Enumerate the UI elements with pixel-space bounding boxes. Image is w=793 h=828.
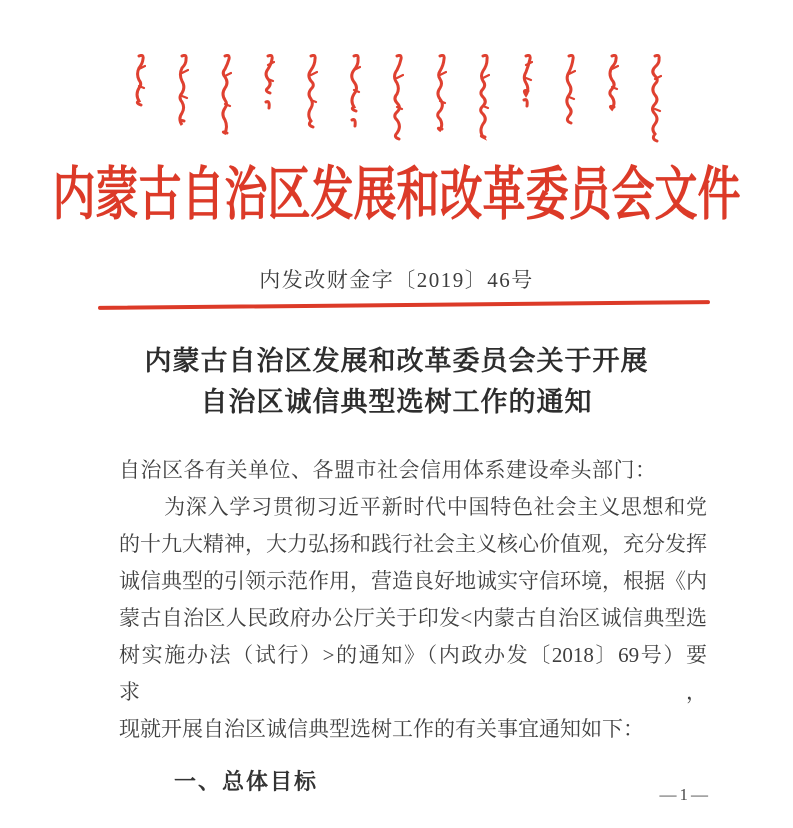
mongolian-word-glyph — [132, 54, 146, 110]
banner-title-text: 内蒙古自治区发展和改革委员会文件 — [52, 163, 741, 228]
mongolian-word-glyph — [218, 54, 232, 138]
body-line: 蒙古自治区人民政府办公厅关于印发<内蒙古自治区诚信典型选 — [119, 606, 707, 630]
mongolian-word-glyph — [562, 54, 576, 128]
paragraph — [119, 489, 707, 748]
red-divider-rule — [98, 300, 710, 310]
mongolian-script-header — [0, 54, 793, 146]
body-line: 为深入学习贯彻习近平新时代中国特色社会主义思想和党 — [164, 495, 707, 519]
mongolian-word-glyph — [605, 54, 619, 112]
document-title-line2: 自治区诚信典型选树工作的通知 — [200, 387, 593, 417]
issuing-authority-banner — [0, 149, 793, 228]
mongolian-word-glyph — [261, 54, 275, 112]
mongolian-word-glyph — [519, 54, 533, 110]
mongolian-word-glyph — [304, 54, 318, 132]
section-heading: 一、总体目标 — [174, 769, 319, 794]
mongolian-word-glyph — [648, 54, 662, 146]
mongolian-word-glyph — [347, 54, 361, 130]
body-line: 树实施办法（试行）>的通知》（内政办发〔2018〕69号）要求， — [119, 643, 707, 704]
mongolian-word-glyph — [175, 54, 189, 126]
body-line: 诚信典型的引领示范作用，营造良好地诚实守信环境，根据《内 — [119, 569, 707, 593]
document-reference-number: 内发改财金字〔2019〕46号 — [259, 268, 534, 292]
document-title — [0, 341, 793, 423]
mongolian-word-glyph — [476, 54, 490, 142]
page-number: —1— — [659, 785, 711, 804]
mongolian-word-glyph — [433, 54, 447, 134]
mongolian-word-glyph — [390, 54, 404, 144]
body-line: 现就开展自治区诚信典型选树工作的有关事宜通知如下： — [119, 717, 644, 741]
document-title-line1: 内蒙古自治区发展和改革委员会关于开展 — [144, 346, 649, 376]
body-line: 的十九大精神，大力弘扬和践行社会主义核心价值观，充分发挥 — [119, 532, 707, 556]
document-body — [119, 452, 707, 800]
salutation-line: 自治区各有关单位、各盟市社会信用体系建设牵头部门： — [119, 458, 657, 482]
